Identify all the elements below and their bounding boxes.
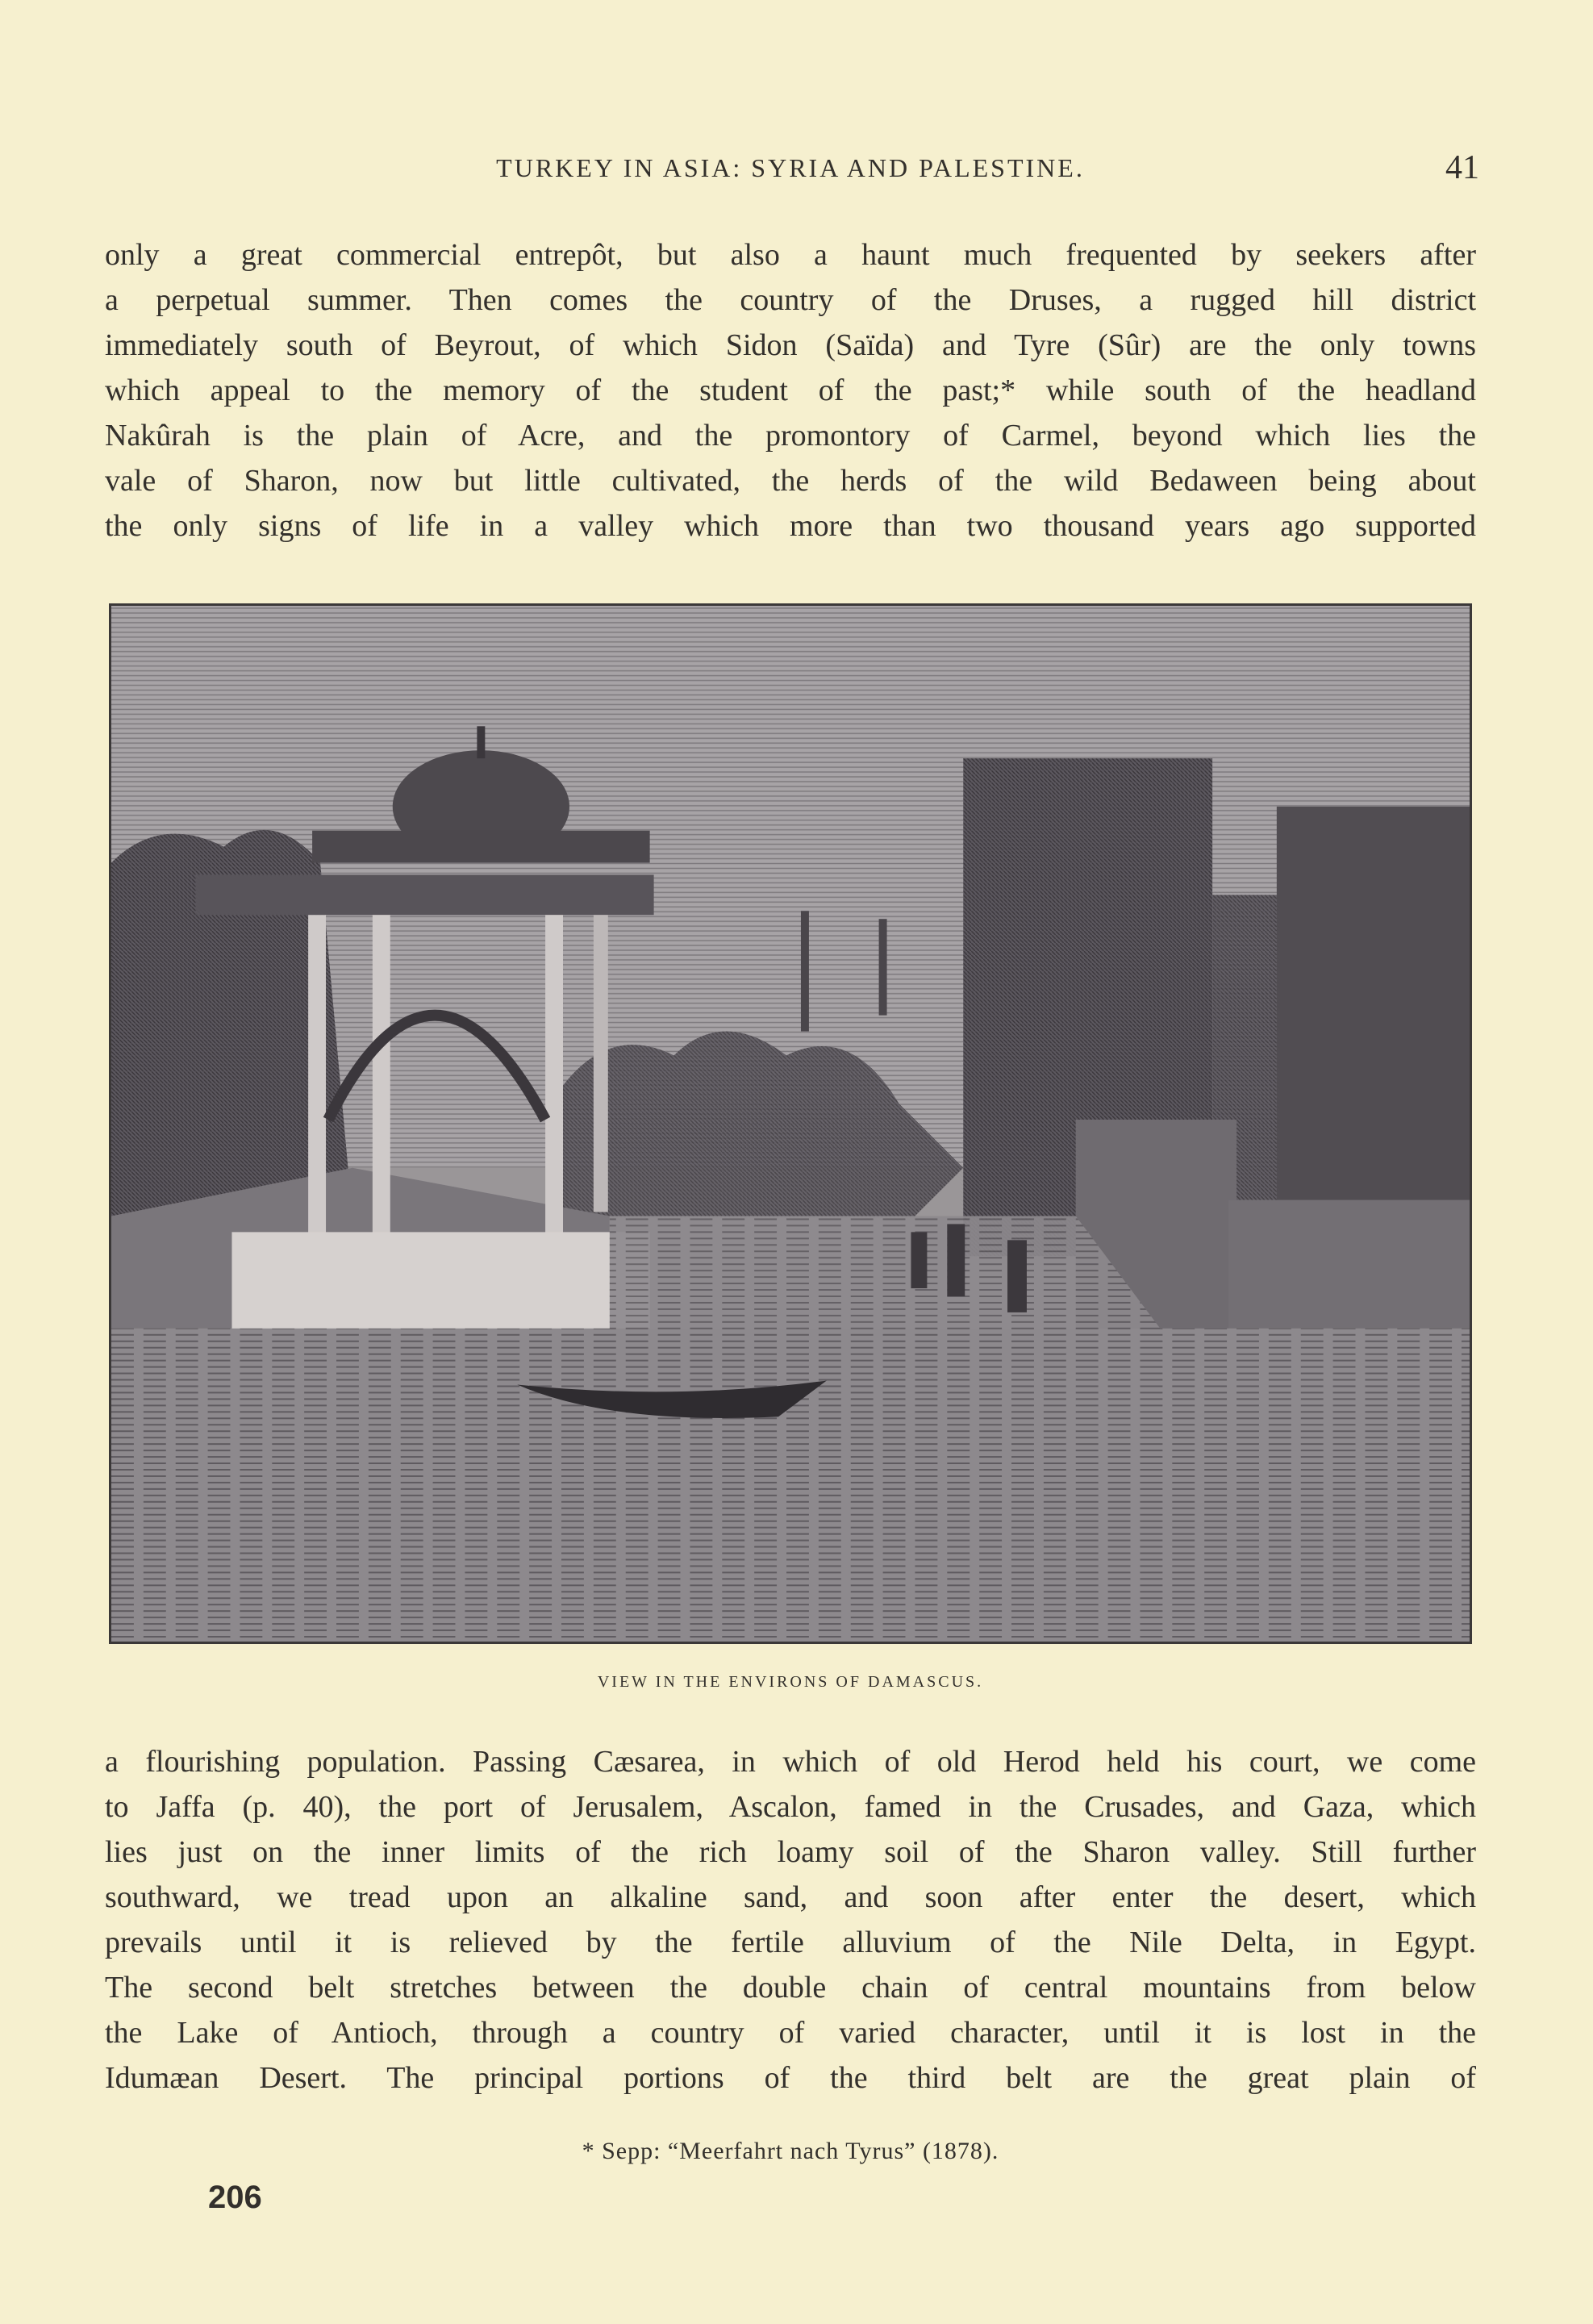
figure-caption: VIEW IN THE ENVIRONS OF DAMASCUS.	[597, 1673, 984, 1691]
text-line: vale of Sharon, now but little cultivated, the herds of the wild Bedaween being about	[105, 464, 1476, 498]
text-line: Idumæan Desert. The principal portions of the third belt are the great plain of	[105, 2061, 1476, 2095]
paragraph-top	[105, 232, 1476, 549]
text-line: only a great commercial entrepôt, but also a haunt much frequented by seekers after	[105, 238, 1476, 272]
footnote: * Sepp: “Meerfahrt nach Tyrus” (1878).	[582, 2138, 999, 2164]
running-head	[105, 149, 1479, 192]
castle-tower-right	[1277, 807, 1470, 1225]
text-line: The second belt stretches between the double chain of central mountains from below	[105, 1971, 1476, 2005]
minaret	[879, 919, 887, 1015]
figure-person	[947, 1224, 965, 1296]
text-line: the Lake of Antioch, through a country of varied character, until it is lost in the	[105, 2016, 1476, 2050]
text-line: a perpetual summer. Then comes the country of the Druses, a rugged hill district	[105, 283, 1476, 317]
text-line: a flourishing population. Passing Cæsarea, in which of old Herod held his court, we come	[105, 1745, 1476, 1779]
text-line: immediately south of Beyrout, of which Sidon (Saïda) and Tyre (Sûr) are the only towns	[105, 328, 1476, 362]
folio-number: 206	[208, 2180, 262, 2215]
page-number: 41	[1445, 149, 1479, 186]
text-line: southward, we tread upon an alkaline sand, and soon after enter the desert, which	[105, 1880, 1476, 1914]
figure-person	[1007, 1240, 1027, 1312]
text-line: the only signs of life in a valley which more than two thousand years ago supported	[105, 509, 1476, 543]
engraving-drawing	[111, 606, 1470, 1642]
text-line: prevails until it is relieved by the fertile alluvium of the Nile Delta, in Egypt.	[105, 1926, 1476, 1959]
text-line: which appeal to the memory of the student of the past;* while south of the headland	[105, 373, 1476, 407]
paragraph-bottom	[105, 1739, 1476, 2101]
text-line: Nakûrah is the plain of Acre, and the promontory of Carmel, beyond which lies the	[105, 419, 1476, 453]
running-title: TURKEY IN ASIA: SYRIA AND PALESTINE.	[496, 153, 1085, 182]
figure-person	[911, 1232, 927, 1288]
minaret	[801, 911, 809, 1031]
text-line: lies just on the inner limits of the rich loamy soil of the Sharon valley. Still further	[105, 1835, 1476, 1869]
engraving-illustration	[109, 603, 1472, 1644]
text-line: to Jaffa (p. 40), the port of Jerusalem, Ascalon, famed in the Crusades, and Gaza, which	[105, 1790, 1476, 1824]
